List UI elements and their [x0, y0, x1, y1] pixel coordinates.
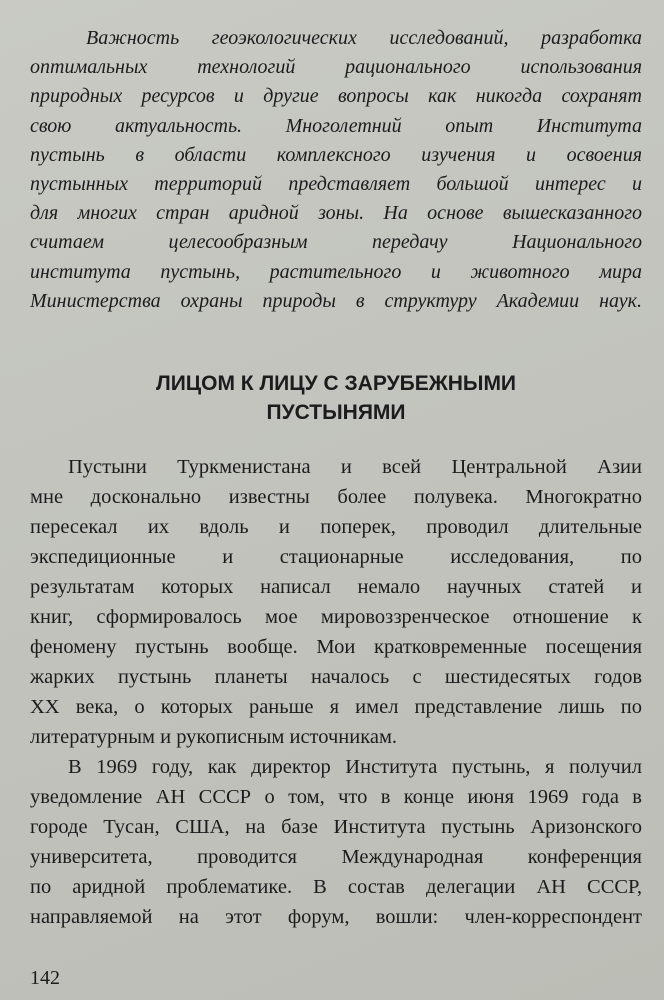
- text-line: уведомление АН СССР о том, что в конце июня 1969 года в: [30, 786, 642, 808]
- text-line: университета, проводится Международная конференция: [30, 846, 642, 868]
- text-line: городе Тусан, США, на базе Института пустынь Аризонского: [30, 816, 642, 838]
- text-line: книг, сформировалось мое мировоззренческое отношение к: [30, 606, 642, 628]
- text-line: пересекал их вдоль и поперек, проводил длительные: [30, 516, 642, 538]
- text-line: жарких пустынь планеты началось с шестидесятых годов: [30, 666, 642, 688]
- text-line: пустынных территорий представляет большой интерес и: [30, 172, 642, 195]
- text-line: для многих стран аридной зоны. На основе вышесказанного: [30, 202, 642, 225]
- text-line: XX века, о которых раньше я имел представление лишь по: [30, 696, 642, 718]
- text-line: пустынь в области комплексного изучения и освоения: [30, 143, 642, 166]
- text-line: В 1969 году, как директор Института пустынь, я получил: [68, 756, 642, 778]
- text-line: результатам которых написал немало научных статей и: [30, 576, 642, 598]
- section-heading-line-2: ПУСТЫНЯМИ: [266, 401, 406, 424]
- text-line: оптимальных технологий рационального использования: [30, 56, 642, 79]
- text-line: по аридной проблематике. В состав делегации АН СССР,: [30, 876, 642, 898]
- text-line: Министерства охраны природы в структуру Академии наук.: [30, 289, 642, 312]
- text-line: мне досконально известны более полувека. Многократно: [30, 486, 642, 508]
- text-line: направляемой на этот форум, вошли: член-корреспондент: [30, 906, 642, 928]
- page-number: 142: [30, 967, 60, 989]
- text-line: литературным и рукописным источникам.: [30, 726, 398, 748]
- text-line: Пустыни Туркменистана и всей Центральной Азии: [68, 456, 642, 478]
- text-line: феномену пустынь вообще. Мои кратковременные посещения: [30, 636, 642, 658]
- text-line: природных ресурсов и другие вопросы как никогда сохранят: [30, 85, 642, 108]
- body-text: [30, 452, 642, 932]
- text-line: экспедиционные и стационарные исследования, по: [30, 546, 642, 568]
- text-line: считаем целесообразным передачу Национального: [30, 231, 642, 254]
- text-line: института пустынь, растительного и животного мира: [30, 260, 642, 283]
- section-heading-line-1: ЛИЦОМ К ЛИЦУ С ЗАРУБЕЖНЫМИ: [155, 372, 517, 395]
- intro-paragraph: [30, 24, 642, 316]
- text-line: свою актуальность. Многолетний опыт Института: [30, 114, 642, 137]
- text-line: Важность геоэкологических исследований, разработка: [86, 27, 642, 49]
